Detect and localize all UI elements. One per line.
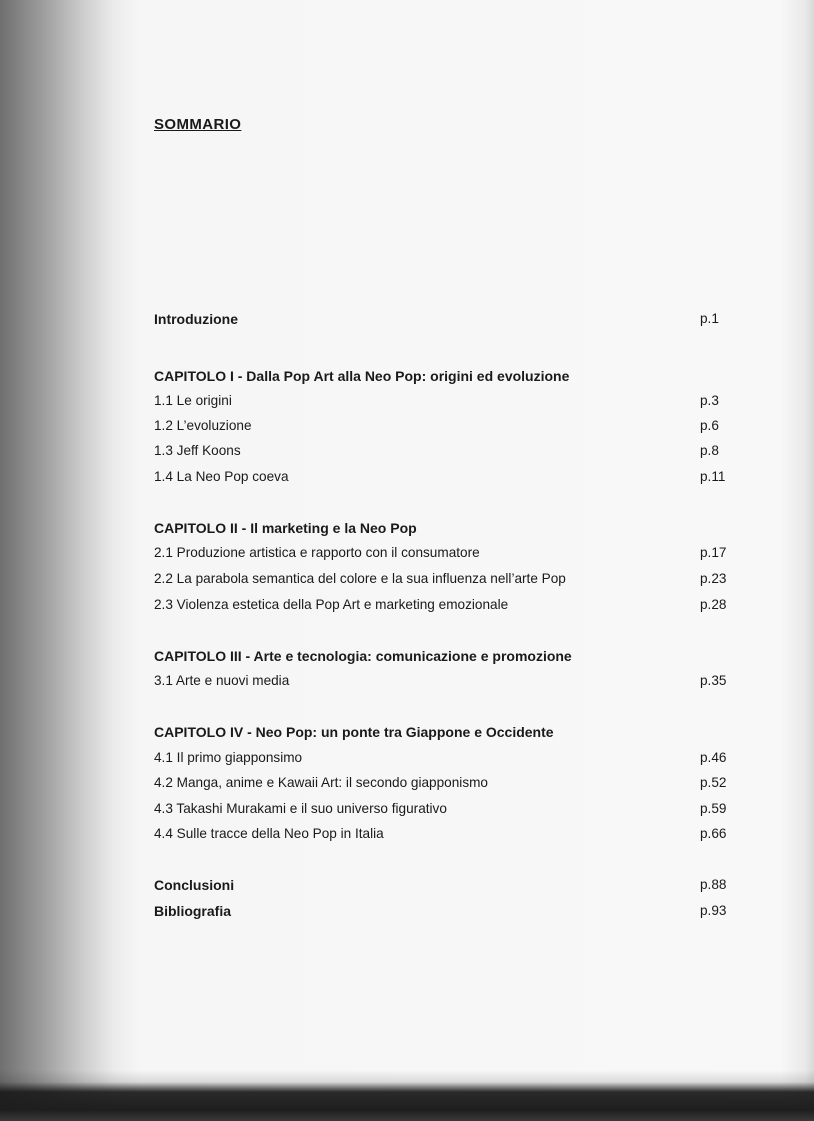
toc-page-number: p.1 xyxy=(700,311,719,326)
toc-entry-introduzione xyxy=(154,309,732,329)
toc-entry xyxy=(154,569,732,589)
chapter-title: CAPITOLO I - Dalla Pop Art alla Neo Pop: origini ed evoluzione xyxy=(154,368,570,384)
toc-page-number: p.59 xyxy=(700,801,727,816)
toc-label: 4.2 Manga, anime e Kawaii Art: il secondo giapponismo xyxy=(154,775,488,790)
toc-page-number: p.93 xyxy=(700,903,727,918)
toc-page-number: p.28 xyxy=(700,597,727,612)
toc-entry xyxy=(154,543,732,563)
toc-entry xyxy=(154,773,732,793)
toc-entry xyxy=(154,391,732,411)
toc-entry xyxy=(154,824,732,844)
toc-label: 3.1 Arte e nuovi media xyxy=(154,673,290,688)
page-title: SOMMARIO xyxy=(154,116,242,133)
chapter-heading-4 xyxy=(154,722,732,742)
toc-page-number: p.88 xyxy=(700,877,727,892)
toc-entry xyxy=(154,467,732,487)
toc-entry xyxy=(154,799,732,819)
toc-label: 4.1 Il primo giapponsimo xyxy=(154,750,303,765)
toc-entry-bibliografia xyxy=(154,901,732,921)
toc-label: 2.1 Produzione artistica e rapporto con il consumatore xyxy=(154,545,480,560)
toc-label: 2.3 Violenza estetica della Pop Art e marketing emozionale xyxy=(154,597,509,612)
toc-label: 1.3 Jeff Koons xyxy=(154,443,241,458)
toc-label: 1.4 La Neo Pop coeva xyxy=(154,469,289,484)
toc-label: 4.4 Sulle tracce della Neo Pop in Italia xyxy=(154,826,384,841)
toc-label: 2.2 La parabola semantica del colore e la sua influenza nell’arte Pop xyxy=(154,571,566,586)
toc-page-number: p.46 xyxy=(700,750,727,765)
toc-label: 4.3 Takashi Murakami e il suo universo figurativo xyxy=(154,801,447,816)
toc-label: Introduzione xyxy=(154,311,238,327)
toc-page-number: p.17 xyxy=(700,545,727,560)
chapter-title: CAPITOLO III - Arte e tecnologia: comunicazione e promozione xyxy=(154,648,572,664)
toc-entry xyxy=(154,595,732,615)
toc-page-number: p.6 xyxy=(700,418,719,433)
toc-entry xyxy=(154,748,732,768)
chapter-heading-3 xyxy=(154,646,732,666)
toc-label: 1.1 Le origini xyxy=(154,393,232,408)
toc-page-number: p.23 xyxy=(700,571,727,586)
toc-entry xyxy=(154,416,732,436)
toc-page-number: p.52 xyxy=(700,775,727,790)
toc-entry xyxy=(154,441,732,461)
toc-page-number: p.66 xyxy=(700,826,727,841)
toc-entry-conclusioni xyxy=(154,875,732,895)
toc-page-number: p.8 xyxy=(700,443,719,458)
toc-entry xyxy=(154,671,732,691)
toc-label: 1.2 L’evoluzione xyxy=(154,418,252,433)
scan-bottom-edge xyxy=(0,1070,814,1121)
chapter-title: CAPITOLO IV - Neo Pop: un ponte tra Giappone e Occidente xyxy=(154,724,554,740)
toc-page-number: p.11 xyxy=(700,469,726,484)
toc-label: Bibliografia xyxy=(154,903,232,919)
chapter-heading-1 xyxy=(154,366,732,386)
toc-page-number: p.35 xyxy=(700,673,727,688)
toc-label: Conclusioni xyxy=(154,877,235,893)
toc-page-number: p.3 xyxy=(700,393,719,408)
chapter-heading-2 xyxy=(154,518,732,538)
chapter-title: CAPITOLO II - Il marketing e la Neo Pop xyxy=(154,520,417,536)
